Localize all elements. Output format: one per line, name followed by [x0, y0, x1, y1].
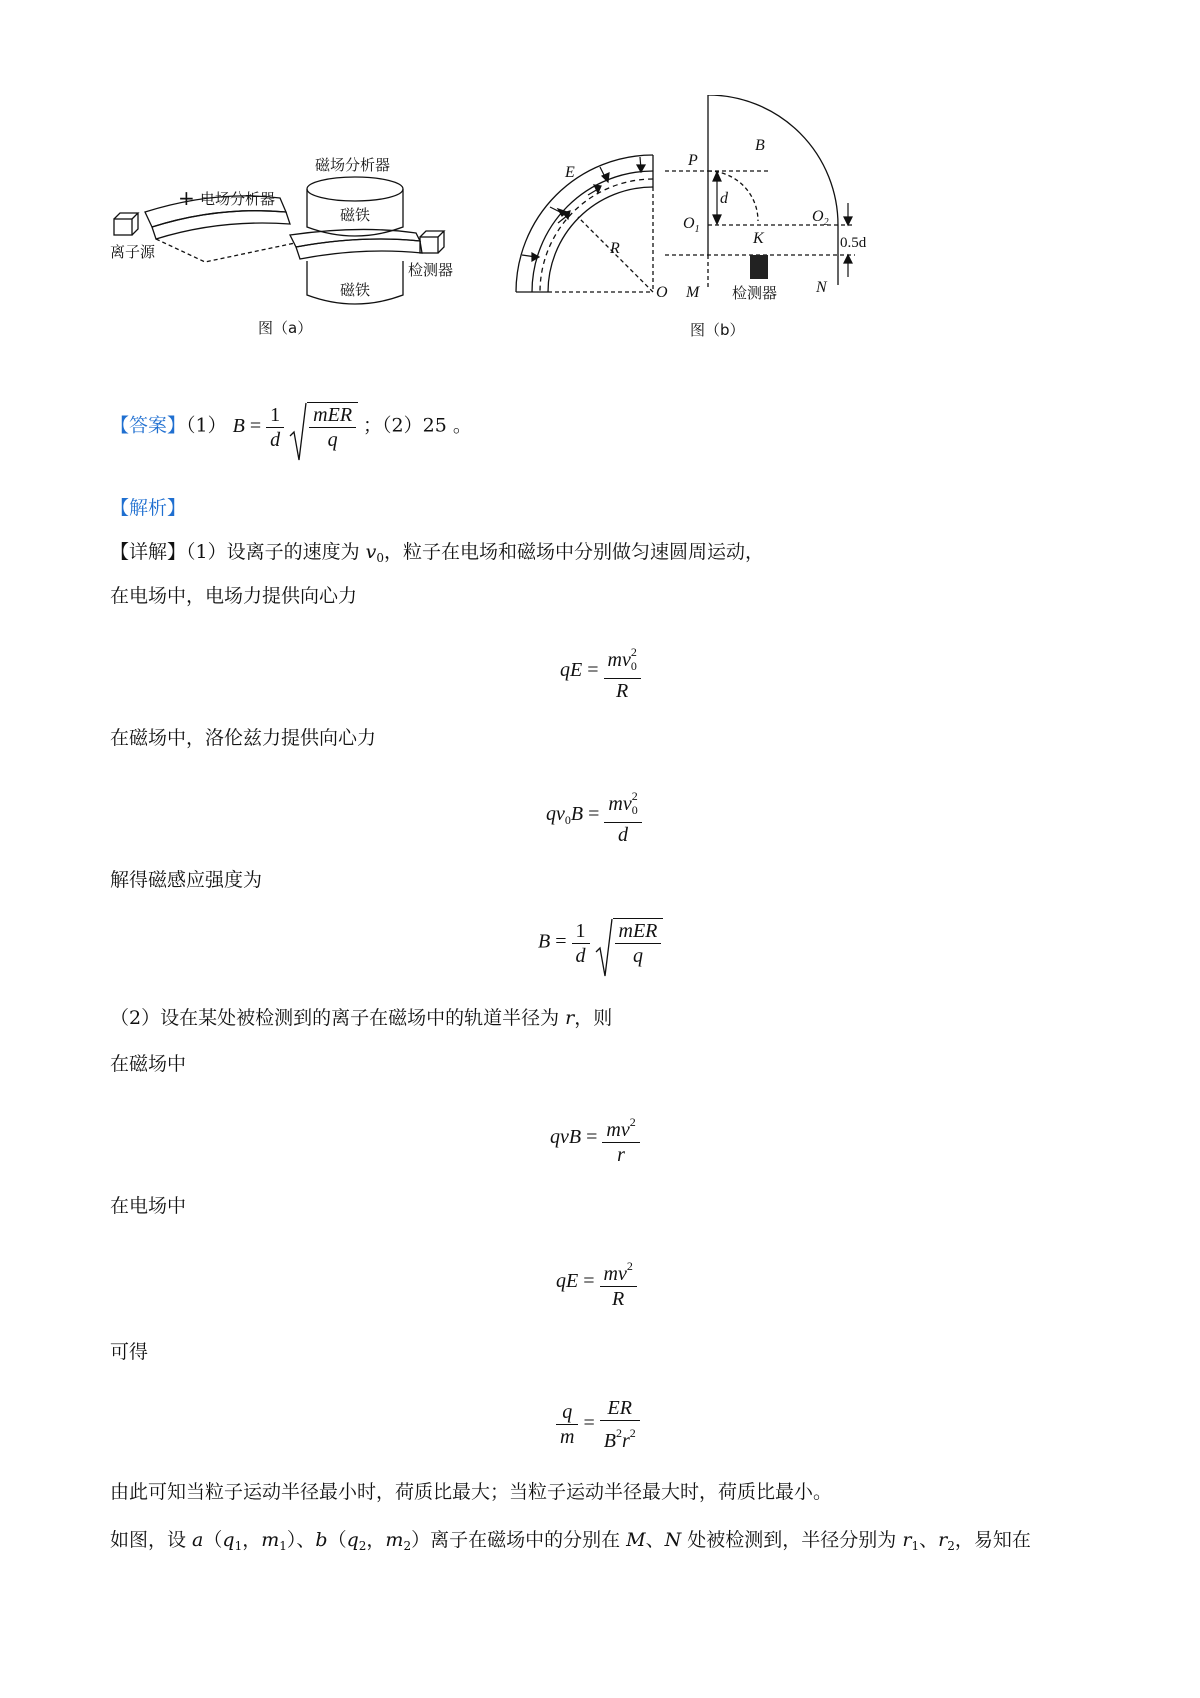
label-detector-b: 检测器	[732, 284, 778, 302]
label-mag-analyzer: 磁场分析器	[315, 156, 391, 174]
eq1-frac	[604, 640, 641, 703]
eq1-num: $mv^2_0$	[604, 640, 641, 679]
eq1-lhs: qE	[560, 659, 583, 682]
eq4-lhs: qvB	[550, 1126, 582, 1149]
line-l7: 可得	[110, 1341, 149, 1363]
answer-line	[110, 402, 472, 452]
equation-1	[560, 640, 641, 703]
analysis-tag: 【解析】	[110, 497, 187, 519]
answer-tag: 【答案】	[110, 414, 187, 437]
label-half-d: 0.5d	[840, 235, 867, 251]
answer-frac-den: d	[270, 428, 281, 451]
caption-figure-b: 图（b）	[690, 321, 745, 339]
detail-v: v	[365, 541, 377, 563]
label-magnet-top: 磁铁	[340, 206, 371, 224]
l4-r: r	[565, 1007, 575, 1029]
label-elec-analyzer: 电场分析器	[200, 190, 276, 208]
eq6-lnum: q	[556, 1400, 578, 1425]
eq5-lhs: qE	[556, 1270, 579, 1293]
detail-text2: ，粒子在电场和磁场中分别做匀速圆周运动，	[384, 541, 765, 563]
equation-4	[550, 1110, 640, 1167]
eq2-frac	[604, 784, 641, 847]
label-O2: $O_2$	[812, 208, 829, 228]
eq1-equals: =	[587, 659, 599, 682]
line-l9: 如图，设 $a(q_1$，$m_1$）、$b(q_2$，$m_2$）离子在磁场中的分别在 M、N 处被检测到，半径分别为 $r_1$、$r_2$，易知在	[110, 1529, 1031, 1553]
equation-2	[546, 784, 642, 847]
equation-3	[538, 918, 663, 968]
label-O: O	[656, 284, 668, 301]
l4-text-b: ，则	[574, 1007, 613, 1029]
ion-source-drawing	[114, 213, 138, 235]
eq5-equals: =	[583, 1270, 595, 1293]
eq5-num: $mv^2$	[600, 1254, 637, 1287]
eq4-den: r	[617, 1144, 625, 1166]
eq3-frac	[572, 919, 590, 968]
answer-sqrt	[289, 402, 358, 452]
answer-formula	[232, 403, 363, 451]
eq3-lhs: B	[538, 930, 551, 953]
eq2-num: $mv^2_0$	[604, 784, 641, 823]
eq5-den: R	[612, 1288, 625, 1310]
answer-part2: ；（2）25 。	[363, 414, 472, 437]
line-l8: 由此可知当粒子运动半径最小时，荷质比最大；当粒子运动半径最大时，荷质比最小。	[110, 1481, 833, 1503]
label-magnet-bottom: 磁铁	[340, 281, 371, 299]
eq3-equals: =	[555, 930, 567, 953]
eq6-rfrac	[600, 1396, 640, 1453]
eq3-den: d	[575, 944, 586, 967]
equation-6	[556, 1396, 640, 1453]
line-l1: 在电场中，电场力提供向心力	[110, 585, 358, 607]
eq2-equals: =	[588, 803, 600, 826]
detector-cube-drawing	[420, 231, 444, 253]
plus-sign: +	[178, 186, 195, 210]
label-E: E	[565, 164, 575, 181]
label-N: N	[816, 279, 827, 296]
eq6-lfrac	[556, 1400, 578, 1449]
detail-line	[110, 538, 764, 572]
detector-block	[750, 255, 768, 279]
l4-text-a: （2）设在某处被检测到的离子在磁场中的轨道半径为	[110, 1007, 566, 1029]
answer-equals: =	[249, 414, 262, 437]
eq3-num: 1	[572, 919, 590, 944]
caption-figure-a: 图（a）	[258, 319, 313, 337]
eq6-rnum: ER	[600, 1396, 640, 1421]
eq6-equals: =	[583, 1412, 595, 1435]
eq5-frac	[600, 1254, 637, 1311]
eq6-lden: m	[560, 1426, 575, 1448]
eq2-lhs-a: qv	[546, 803, 565, 826]
line-l6: 在电场中	[110, 1195, 187, 1217]
label-d: d	[720, 190, 728, 207]
detail-text1: （1）设离子的速度为	[186, 541, 366, 563]
label-M: M	[686, 284, 700, 301]
label-detector-a: 检测器	[408, 261, 454, 279]
figures	[110, 95, 1110, 375]
answer-rad-den: q	[327, 429, 338, 451]
magnetic-analyzer-drawing	[290, 229, 422, 259]
eq4-frac	[602, 1110, 639, 1167]
eq4-equals: =	[586, 1126, 598, 1149]
eq3-rad-den: q	[632, 945, 643, 967]
label-ion-source: 离子源	[110, 243, 156, 261]
label-O1: $O_1$	[683, 215, 700, 235]
eq3-rad-num: mER	[615, 919, 662, 944]
eq4-num: $mv^2$	[602, 1110, 639, 1143]
label-P: P	[688, 152, 698, 169]
eq2-lhs-b: B	[570, 803, 584, 826]
eq3-sqrt	[595, 918, 664, 968]
eq1-den: R	[616, 680, 629, 702]
label-B: B	[755, 137, 765, 154]
answer-frac	[266, 403, 284, 452]
eq2-lhs-sub: 0	[564, 813, 571, 828]
figure-a	[110, 95, 1110, 375]
line-l2: 在磁场中，洛伦兹力提供向心力	[110, 727, 377, 749]
line-l4	[110, 1004, 612, 1032]
answer-part1: （1）	[186, 414, 227, 437]
eq2-den: d	[618, 824, 629, 846]
label-K: K	[753, 230, 764, 247]
equation-5	[556, 1254, 637, 1311]
answer-frac-num: 1	[266, 403, 284, 428]
answer-rad-num: mER	[309, 403, 356, 428]
detail-sub0: 0	[376, 551, 385, 565]
figure-b	[516, 95, 867, 339]
line-l5: 在磁场中	[110, 1053, 187, 1075]
answer-B: B	[232, 414, 245, 437]
detail-tag: 【详解】	[110, 541, 187, 563]
label-R: R	[610, 240, 620, 257]
eq6-rden: $B^2r^2$	[603, 1426, 636, 1452]
line-l3: 解得磁感应强度为	[110, 869, 263, 891]
